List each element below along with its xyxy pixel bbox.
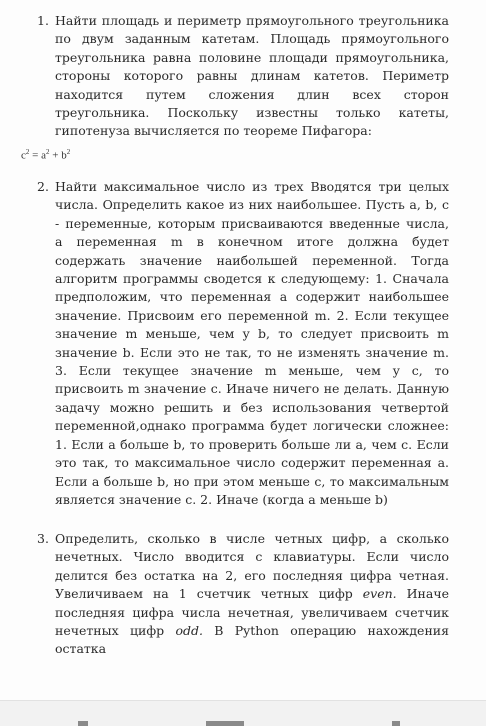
task-2 — [37, 178, 449, 509]
task-3-number: 3. — [37, 531, 49, 546]
task-3-text-part-1: Определить, сколько в числе четных цифр, а сколько нечетных. Число вводится с клавиатуры. Если число делится без остатка на 2, его последняя цифра четная. Увеличиваем на 1 счетчик четных цифр — [55, 531, 449, 602]
formula-plus-b: + b — [49, 149, 67, 162]
even-word: even. — [362, 586, 397, 602]
task-1 — [37, 12, 449, 141]
task-2-number: 2. — [37, 179, 49, 194]
task-1-number: 1. — [37, 13, 49, 28]
toolbar-icon-right[interactable] — [392, 721, 400, 726]
odd-word: odd. — [175, 623, 203, 639]
pythagoras-formula — [21, 148, 70, 162]
task-3 — [37, 530, 449, 659]
task-3-text-part-3: В Python операцию нахождения остатка — [55, 623, 449, 657]
task-3-text — [55, 530, 449, 659]
task-1-text: Найти площадь и периметр прямоугольного треугольника по двум заданным катетам. Площадь прямоугольного треугольника равна половине площади прямоугольника, стороны которого равны длинам катетов. Периметр находится путем сложения длин всех сторон треугольника. Поскольку известны только катеты, гипотенуза вычисляется по теореме Пифагора: — [55, 13, 449, 139]
toolbar-icon-center[interactable] — [206, 721, 244, 726]
task-2-text: Найти максимальное число из трех Вводятся три целых числа. Определить какое из них наибольшее. Пусть a, b, c - переменные, которым присваиваются введенные числа, а переменная m в конечном итоге должна будет содержать значение наибольшей переменной. Тогда алгоритм программы сводется к следующему: 1. Сначала предположим, что переменная a содержит наибольшее значение. Присвоим его переменной m. 2. Если текущее значение m меньше, чем у b, то следует присвоить m значение b. Если это не так, то не изменять значение m. 3. Если текущее значение m меньше, чем у c, то присвоить m значение c. Иначе ничего не делать. Данную задачу можно решить и без использования четвертой переменной,однако программа будет логически сложнее: 1. Если a больше b, то проверить больше ли a, чем c. Если это так, то максимальное число содержит переменная a. Если a больше b, но при этом меньше c, то максимальным является значение c. 2. Иначе (когда a меньше b) — [55, 179, 449, 507]
bottom-toolbar — [0, 700, 486, 726]
formula-eq-a: = a — [29, 149, 46, 162]
formula-c: c — [21, 149, 26, 162]
task-3-text-part-2: Иначе последняя цифра числа нечетная, увеличиваем счетчик нечетных цифр — [55, 586, 449, 639]
formula-exp-2: 2 — [45, 148, 50, 156]
formula-exp-1: 2 — [25, 148, 30, 156]
toolbar-icon-left[interactable] — [78, 721, 88, 726]
formula-exp-3: 2 — [66, 148, 71, 156]
